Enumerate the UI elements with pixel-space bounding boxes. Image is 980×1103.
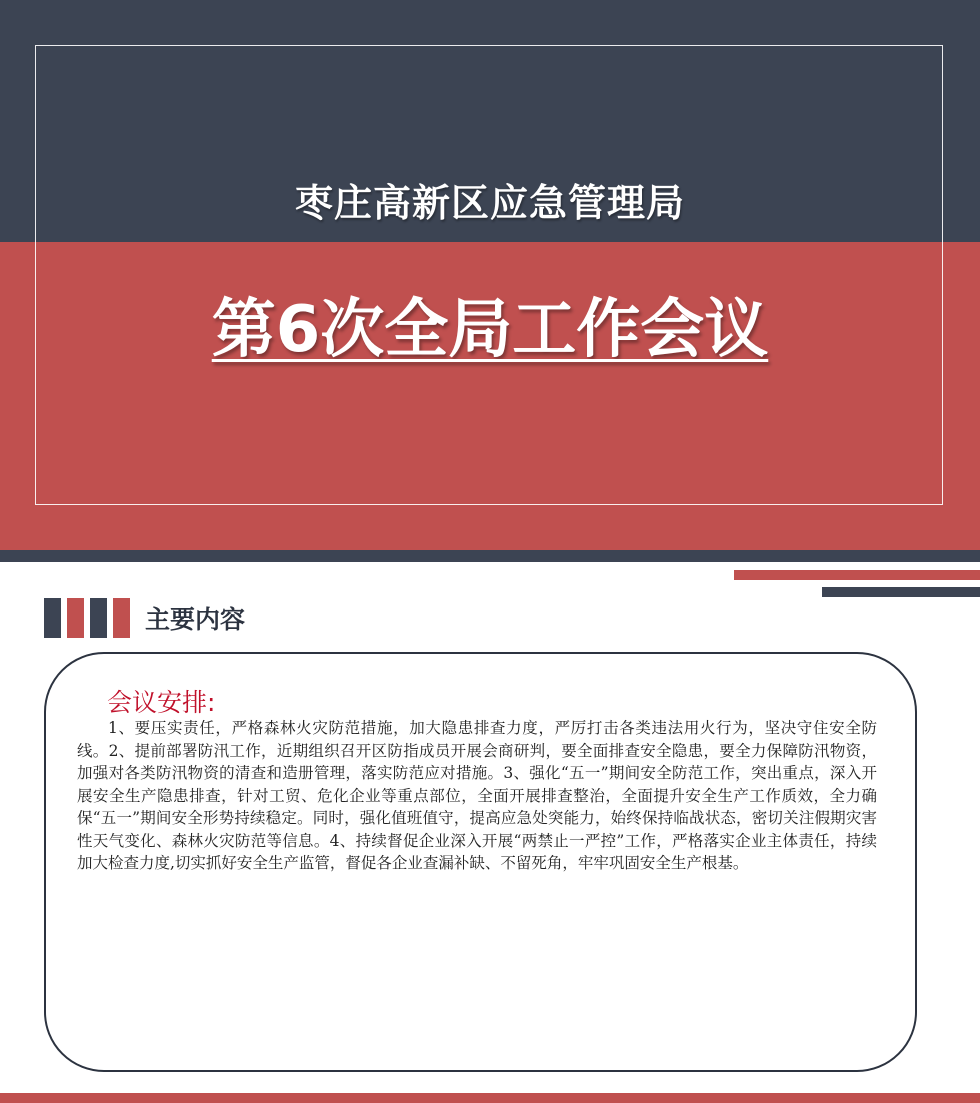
section-title: 主要内容 [145, 605, 246, 634]
bar-icon-3 [90, 598, 107, 638]
four-bars-icon [44, 598, 134, 638]
organization-title: 枣庄高新区应急管理局 [294, 181, 685, 225]
bar-icon-1 [44, 598, 61, 638]
content-heading: 会议安排: [107, 688, 216, 717]
divider-band [0, 550, 980, 562]
bar-icon-4 [113, 598, 130, 638]
hero-frame [35, 45, 943, 505]
bar-icon-2 [67, 598, 84, 638]
footer-band [0, 1093, 980, 1103]
accent-stripe-dark [822, 587, 980, 597]
content-body: 1、要压实责任，严格森林火灾防范措施，加大隐患排查力度，严厉打击各类违法用火行为，坚决守住安全防线。2、提前部署防汛工作，近期组织召开区防指成员开展会商研判，要全面排查安全隐患，要全力保障防汛物资，加强对各类防汛物资的清查和造册管理，落实防范应对措施。3、强化“五一”期间安全防范工作，突出重点，深入开展安全生产隐患排查，针对工贸、危化企业等重点部位，全面开展排查整治，全面提升安全生产工作质效，全力确保“五一”期间安全形势持续稳定。同时，强化值班值守，提高应急处突能力，始终保持临战状态，密切关注假期灾害性天气变化、森林火灾防范等信息。4、持续督促企业深入开展“两禁止一严控”工作，严格落实企业主体责任，持续加大检查力度,切实抓好安全生产监管，督促各企业查漏补缺、不留死角，牢牢巩固安全生产根基。 [77, 719, 877, 872]
meeting-title: 第6次全局工作会议 [211, 293, 769, 367]
accent-stripe-red [734, 570, 980, 580]
